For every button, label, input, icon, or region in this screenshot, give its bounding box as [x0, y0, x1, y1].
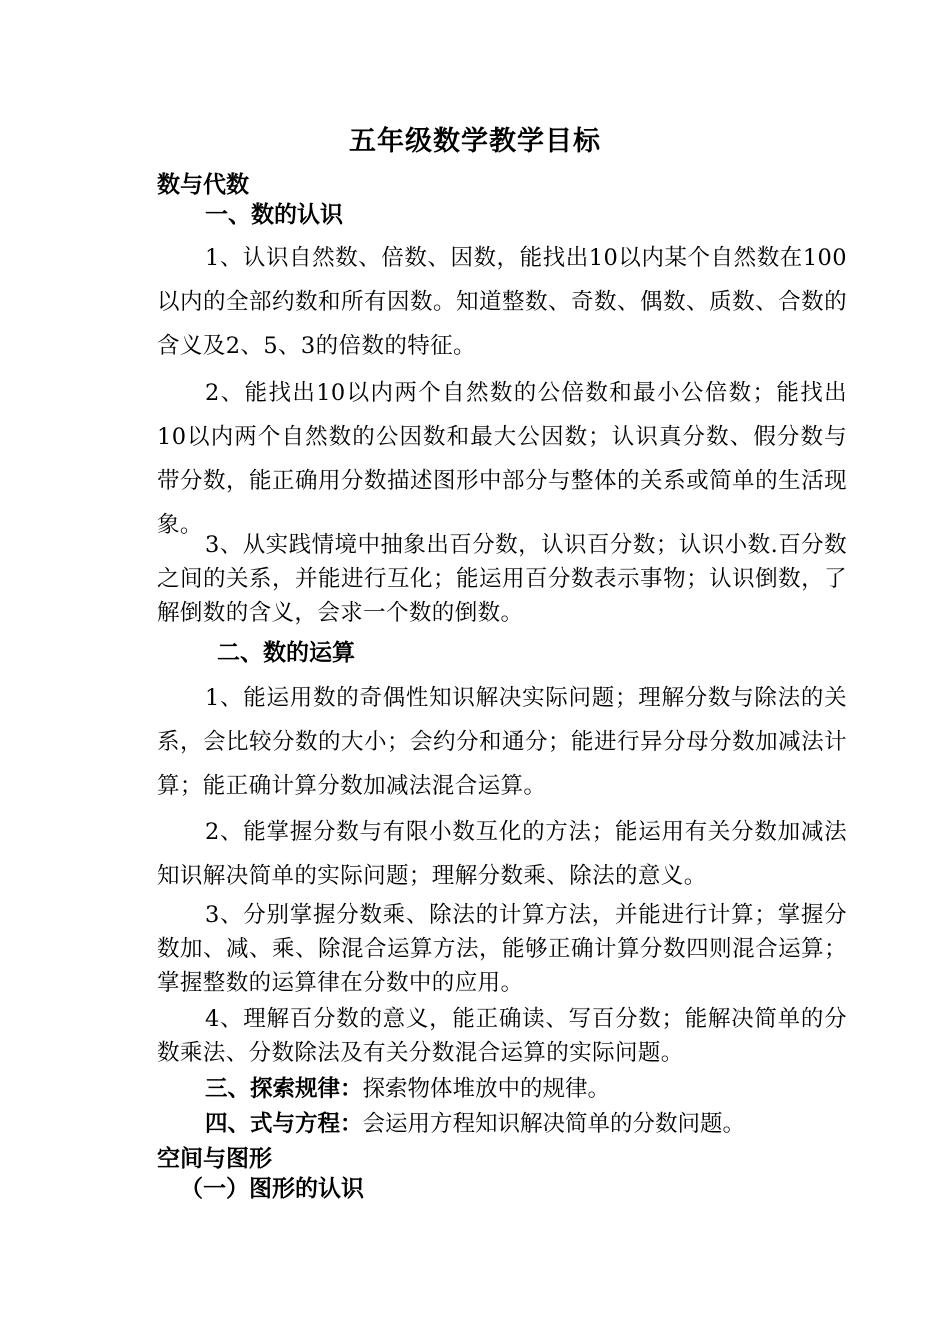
paragraph-number-concepts-2: 2、能找出10以内两个自然数的公倍数和最小公倍数；能找出10以内两个自然数的公因数和最大公因数；认识真分数、假分数与带分数，能正确用分数描述图形中部分与整体的关系或简单的生活现象。 — [157, 380, 847, 538]
subsection-heading-shape-recognition: （一）图形的认识 — [180, 1176, 364, 1202]
subsection-patterns-label: 三、探索规律： — [205, 1076, 363, 1102]
subsection-equations-label: 四、式与方程： — [205, 1111, 363, 1137]
subsection-equations — [205, 1107, 745, 1141]
paragraph-operations-3: 3、分别掌握分数乘、除法的计算方法，并能进行计算；掌握分数加、减、乘、除混合运算方法，能够正确计算分数四则混合运算；掌握整数的运算律在分数中的应用。 — [157, 902, 847, 996]
paragraph-operations-2: 2、能掌握分数与有限小数互化的方法；能运用有关分数加减法知识解决简单的实际问题；理解分数乘、除法的意义。 — [157, 819, 847, 889]
subsection-patterns-text: 探索物体堆放中的规律。 — [362, 1076, 611, 1102]
subsection-equations-text: 会运用方程知识解决简单的分数问题。 — [362, 1111, 746, 1137]
subsection-heading-number-concepts: 一、数的认识 — [205, 202, 343, 228]
paragraph-operations-1: 1、能运用数的奇偶性知识解决实际问题；理解分数与除法的关系，会比较分数的大小；会约分和通分；能进行异分母分数加减法计算；能正确计算分数加减法混合运算。 — [157, 685, 847, 799]
paragraph-number-concepts-1: 1、认识自然数、倍数、因数，能找出10以内某个自然数在100以内的全部约数和所有因数。知道整数、奇数、偶数、质数、合数的含义及2、5、3的倍数的特征。 — [157, 245, 847, 359]
page-title: 五年级数学教学目标 — [349, 126, 601, 157]
subsection-heading-operations: 二、数的运算 — [217, 640, 355, 666]
subsection-patterns — [205, 1072, 610, 1106]
paragraph-operations-4: 4、理解百分数的意义，能正确读、写百分数；能解决简单的分数乘法、分数除法及有关分数混合运算的实际问题。 — [157, 1006, 847, 1066]
section-heading-number-algebra: 数与代数 — [157, 172, 249, 198]
paragraph-number-concepts-3: 3、从实践情境中抽象出百分数，认识百分数；认识小数.百分数之间的关系，并能进行互化；能运用百分数表示事物；认识倒数，了解倒数的含义，会求一个数的倒数。 — [157, 532, 847, 626]
section-heading-space-shape: 空间与图形 — [157, 1146, 272, 1172]
